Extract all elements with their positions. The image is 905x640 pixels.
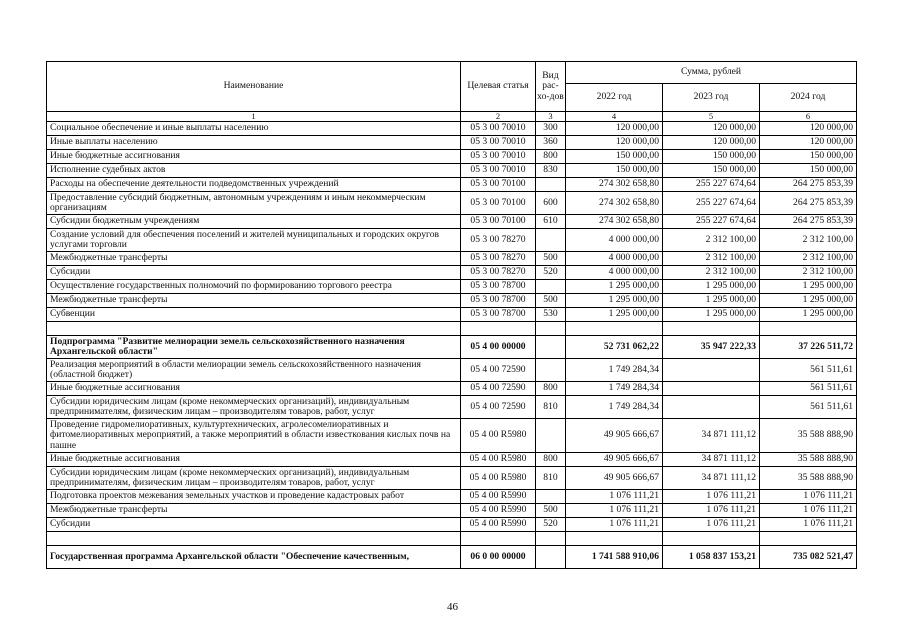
table-row — [47, 280, 857, 294]
row-amount-2024: 1 295 000,00 — [760, 308, 857, 322]
row-target-article: 05 3 00 78700 — [461, 308, 536, 322]
row-expense-type: 520 — [536, 518, 566, 532]
row-amount-2022 — [566, 322, 663, 336]
table-row — [47, 136, 857, 150]
row-name: Реализация мероприятий в области мелиорации земель сельскохозяйственного назначения (областной бюджет) — [47, 359, 461, 382]
row-name: Создание условий для обеспечения поселений и жителей муниципальных и городских округов услугами торговли — [47, 229, 461, 252]
row-amount-2022: 52 731 062,22 — [566, 336, 663, 359]
row-expense-type — [536, 178, 566, 192]
row-amount-2024: 150 000,00 — [760, 164, 857, 178]
table-row — [47, 266, 857, 280]
row-target-article: 06 0 00 00000 — [461, 546, 536, 569]
row-name: Иные бюджетные ассигнования — [47, 453, 461, 467]
row-amount-2022: 274 302 658,80 — [566, 178, 663, 192]
row-expense-type: 830 — [536, 164, 566, 178]
row-amount-2022 — [566, 532, 663, 546]
row-target-article: 05 4 00 R5980 — [461, 467, 536, 490]
row-name: Предоставление субсидий бюджетным, автономным учреждениям и иным некоммерческим организациям — [47, 192, 461, 215]
row-amount-2022: 1 076 111,21 — [566, 490, 663, 504]
row-amount-2022: 1 749 284,34 — [566, 396, 663, 419]
row-expense-type: 800 — [536, 453, 566, 467]
header-sum: Сумма, рублей — [566, 62, 857, 84]
row-name: Иные бюджетные ассигнования — [47, 382, 461, 396]
row-name: Межбюджетные трансферты — [47, 504, 461, 518]
table-row — [47, 294, 857, 308]
row-expense-type — [536, 359, 566, 382]
row-amount-2024: 561 511,61 — [760, 382, 857, 396]
table-row — [47, 419, 857, 453]
row-target-article: 05 4 00 R5990 — [461, 490, 536, 504]
row-amount-2023: 1 076 111,21 — [663, 504, 760, 518]
row-amount-2023: 1 295 000,00 — [663, 294, 760, 308]
row-target-article: 05 3 00 78700 — [461, 280, 536, 294]
row-amount-2023: 255 227 674,64 — [663, 178, 760, 192]
row-target-article: 05 3 00 78700 — [461, 294, 536, 308]
row-expense-type: 300 — [536, 122, 566, 136]
column-number: 6 — [760, 112, 857, 122]
row-amount-2023 — [663, 322, 760, 336]
table-row — [47, 382, 857, 396]
row-amount-2023: 150 000,00 — [663, 164, 760, 178]
table-row — [47, 467, 857, 490]
row-expense-type: 520 — [536, 266, 566, 280]
row-amount-2024: 561 511,61 — [760, 359, 857, 382]
row-amount-2022: 150 000,00 — [566, 164, 663, 178]
row-amount-2022: 1 741 588 910,06 — [566, 546, 663, 569]
column-number: 1 — [47, 112, 461, 122]
row-name — [47, 532, 461, 546]
column-number: 4 — [566, 112, 663, 122]
row-amount-2023 — [663, 359, 760, 382]
row-amount-2022: 1 749 284,34 — [566, 359, 663, 382]
row-amount-2023: 34 871 111,12 — [663, 467, 760, 490]
row-target-article — [461, 532, 536, 546]
table-row — [47, 192, 857, 215]
row-target-article: 05 3 00 70100 — [461, 215, 536, 229]
row-amount-2023: 2 312 100,00 — [663, 229, 760, 252]
row-amount-2023: 34 871 111,12 — [663, 453, 760, 467]
table-row — [47, 532, 857, 546]
row-amount-2022: 120 000,00 — [566, 136, 663, 150]
row-amount-2024: 2 312 100,00 — [760, 252, 857, 266]
header-target-article: Целевая статья — [461, 62, 536, 112]
row-target-article: 05 3 00 78270 — [461, 229, 536, 252]
table-row — [47, 336, 857, 359]
row-name: Межбюджетные трансферты — [47, 294, 461, 308]
row-amount-2022: 150 000,00 — [566, 150, 663, 164]
row-expense-type: 610 — [536, 215, 566, 229]
row-expense-type — [536, 336, 566, 359]
row-target-article: 05 4 00 R5990 — [461, 504, 536, 518]
row-amount-2023: 120 000,00 — [663, 122, 760, 136]
budget-table — [46, 61, 857, 569]
row-amount-2023: 2 312 100,00 — [663, 252, 760, 266]
row-amount-2022: 1 295 000,00 — [566, 280, 663, 294]
row-amount-2024: 35 588 888,90 — [760, 453, 857, 467]
column-number-row — [47, 112, 857, 122]
row-amount-2022: 120 000,00 — [566, 122, 663, 136]
row-target-article: 05 3 00 70010 — [461, 164, 536, 178]
row-amount-2024: 35 588 888,90 — [760, 419, 857, 453]
row-target-article: 05 4 00 00000 — [461, 336, 536, 359]
row-target-article: 05 4 00 72590 — [461, 382, 536, 396]
table-row — [47, 546, 857, 569]
row-amount-2024: 264 275 853,39 — [760, 192, 857, 215]
header-name: Наименование — [47, 62, 461, 112]
row-name: Субсидии — [47, 266, 461, 280]
row-amount-2024: 37 226 511,72 — [760, 336, 857, 359]
row-name: Исполнение судебных актов — [47, 164, 461, 178]
row-expense-type — [536, 546, 566, 569]
row-expense-type: 500 — [536, 252, 566, 266]
row-amount-2023: 2 312 100,00 — [663, 266, 760, 280]
row-amount-2023: 150 000,00 — [663, 150, 760, 164]
row-expense-type: 810 — [536, 467, 566, 490]
row-amount-2023: 255 227 674,64 — [663, 215, 760, 229]
row-name: Субсидии юридическим лицам (кроме некоммерческих организаций), индивидуальным предпринимателям, физическим лицам – производителям товаров, работ, услуг — [47, 467, 461, 490]
table-row — [47, 518, 857, 532]
row-expense-type — [536, 532, 566, 546]
row-amount-2022: 4 000 000,00 — [566, 229, 663, 252]
table-row — [47, 504, 857, 518]
row-amount-2024: 735 082 521,47 — [760, 546, 857, 569]
row-amount-2023: 1 295 000,00 — [663, 280, 760, 294]
row-target-article: 05 4 00 R5980 — [461, 419, 536, 453]
row-amount-2024 — [760, 322, 857, 336]
table-row — [47, 178, 857, 192]
page-number: 46 — [447, 601, 458, 613]
row-name: Государственная программа Архангельской области "Обеспечение качественным, — [47, 546, 461, 569]
row-amount-2022: 4 000 000,00 — [566, 252, 663, 266]
row-name: Подготовка проектов межевания земельных участков и проведение кадастровых работ — [47, 490, 461, 504]
row-amount-2022: 49 905 666,67 — [566, 453, 663, 467]
row-amount-2024: 120 000,00 — [760, 136, 857, 150]
row-name: Субсидии — [47, 518, 461, 532]
table-row — [47, 322, 857, 336]
row-expense-type: 600 — [536, 192, 566, 215]
row-amount-2022: 274 302 658,80 — [566, 192, 663, 215]
row-expense-type: 360 — [536, 136, 566, 150]
row-amount-2023: 120 000,00 — [663, 136, 760, 150]
row-amount-2024: 1 076 111,21 — [760, 504, 857, 518]
row-expense-type: 500 — [536, 294, 566, 308]
row-target-article: 05 3 00 70100 — [461, 192, 536, 215]
column-number: 3 — [536, 112, 566, 122]
column-number: 2 — [461, 112, 536, 122]
row-target-article: 05 4 00 72590 — [461, 396, 536, 419]
row-amount-2022: 1 076 111,21 — [566, 504, 663, 518]
table-row — [47, 396, 857, 419]
table-row — [47, 308, 857, 322]
row-name: Иные бюджетные ассигнования — [47, 150, 461, 164]
row-expense-type — [536, 419, 566, 453]
header-year-2023: 2023 год — [663, 84, 760, 112]
row-amount-2023 — [663, 532, 760, 546]
row-amount-2024: 1 295 000,00 — [760, 294, 857, 308]
row-amount-2023: 1 058 837 153,21 — [663, 546, 760, 569]
table-row — [47, 252, 857, 266]
row-name: Субсидии бюджетным учреждениям — [47, 215, 461, 229]
row-amount-2024: 35 588 888,90 — [760, 467, 857, 490]
row-target-article: 05 3 00 70010 — [461, 122, 536, 136]
row-amount-2024 — [760, 532, 857, 546]
row-amount-2024: 1 076 111,21 — [760, 518, 857, 532]
header-year-2024: 2024 год — [760, 84, 857, 112]
table-row — [47, 122, 857, 136]
header-expense-type: Вид рас-хо-дов — [536, 62, 566, 112]
row-target-article — [461, 322, 536, 336]
row-expense-type: 530 — [536, 308, 566, 322]
row-amount-2023: 34 871 111,12 — [663, 419, 760, 453]
row-expense-type — [536, 280, 566, 294]
row-amount-2023: 1 076 111,21 — [663, 490, 760, 504]
row-amount-2022: 1 076 111,21 — [566, 518, 663, 532]
table-row — [47, 215, 857, 229]
row-amount-2024: 120 000,00 — [760, 122, 857, 136]
column-number: 5 — [663, 112, 760, 122]
row-expense-type — [536, 322, 566, 336]
row-amount-2024: 2 312 100,00 — [760, 266, 857, 280]
row-name — [47, 322, 461, 336]
row-name: Осуществление государственных полномочий по формированию торгового реестра — [47, 280, 461, 294]
row-target-article: 05 3 00 78270 — [461, 266, 536, 280]
row-name: Иные выплаты населению — [47, 136, 461, 150]
table-header — [47, 62, 857, 122]
row-name: Субсидии юридическим лицам (кроме некоммерческих организаций), индивидуальным предпринимателям, физическим лицам – производителям товаров, работ, услуг — [47, 396, 461, 419]
row-amount-2024: 264 275 853,39 — [760, 178, 857, 192]
row-amount-2022: 1 295 000,00 — [566, 294, 663, 308]
row-amount-2022: 1 749 284,34 — [566, 382, 663, 396]
table-row — [47, 150, 857, 164]
row-target-article: 05 4 00 R5990 — [461, 518, 536, 532]
table-row — [47, 359, 857, 382]
row-name: Субвенции — [47, 308, 461, 322]
row-amount-2023: 1 076 111,21 — [663, 518, 760, 532]
row-name: Подпрограмма "Развитие мелиорации земель сельскохозяйственного назначения Архангельской области" — [47, 336, 461, 359]
row-expense-type: 800 — [536, 382, 566, 396]
row-amount-2023: 255 227 674,64 — [663, 192, 760, 215]
row-expense-type — [536, 229, 566, 252]
row-amount-2022: 1 295 000,00 — [566, 308, 663, 322]
row-amount-2024: 1 076 111,21 — [760, 490, 857, 504]
row-amount-2023 — [663, 396, 760, 419]
row-name: Межбюджетные трансферты — [47, 252, 461, 266]
row-amount-2024: 1 295 000,00 — [760, 280, 857, 294]
row-amount-2023: 1 295 000,00 — [663, 308, 760, 322]
row-amount-2022: 49 905 666,67 — [566, 419, 663, 453]
table-row — [47, 453, 857, 467]
row-amount-2024: 2 312 100,00 — [760, 229, 857, 252]
row-amount-2023: 35 947 222,33 — [663, 336, 760, 359]
row-target-article: 05 3 00 70010 — [461, 136, 536, 150]
row-expense-type: 810 — [536, 396, 566, 419]
row-amount-2022: 49 905 666,67 — [566, 467, 663, 490]
row-expense-type: 800 — [536, 150, 566, 164]
row-name: Проведение гидромелиоративных, культуртехнических, агролесомелиоративных и фитомелиоративных мероприятий, а также мероприятий в области известкования кислых почв на пашне — [47, 419, 461, 453]
row-target-article: 05 4 00 R5980 — [461, 453, 536, 467]
row-target-article: 05 4 00 72590 — [461, 359, 536, 382]
table-body — [47, 122, 857, 569]
row-expense-type — [536, 490, 566, 504]
row-amount-2024: 264 275 853,39 — [760, 215, 857, 229]
row-expense-type: 500 — [536, 504, 566, 518]
row-amount-2023 — [663, 382, 760, 396]
row-name: Расходы на обеспечение деятельности подведомственных учреждений — [47, 178, 461, 192]
row-target-article: 05 3 00 78270 — [461, 252, 536, 266]
row-amount-2024: 561 511,61 — [760, 396, 857, 419]
table-row — [47, 164, 857, 178]
row-amount-2022: 4 000 000,00 — [566, 266, 663, 280]
row-name: Социальное обеспечение и иные выплаты населению — [47, 122, 461, 136]
row-target-article: 05 3 00 70100 — [461, 178, 536, 192]
table-row — [47, 490, 857, 504]
row-amount-2022: 274 302 658,80 — [566, 215, 663, 229]
row-amount-2024: 150 000,00 — [760, 150, 857, 164]
table-row — [47, 229, 857, 252]
row-target-article: 05 3 00 70010 — [461, 150, 536, 164]
header-year-2022: 2022 год — [566, 84, 663, 112]
